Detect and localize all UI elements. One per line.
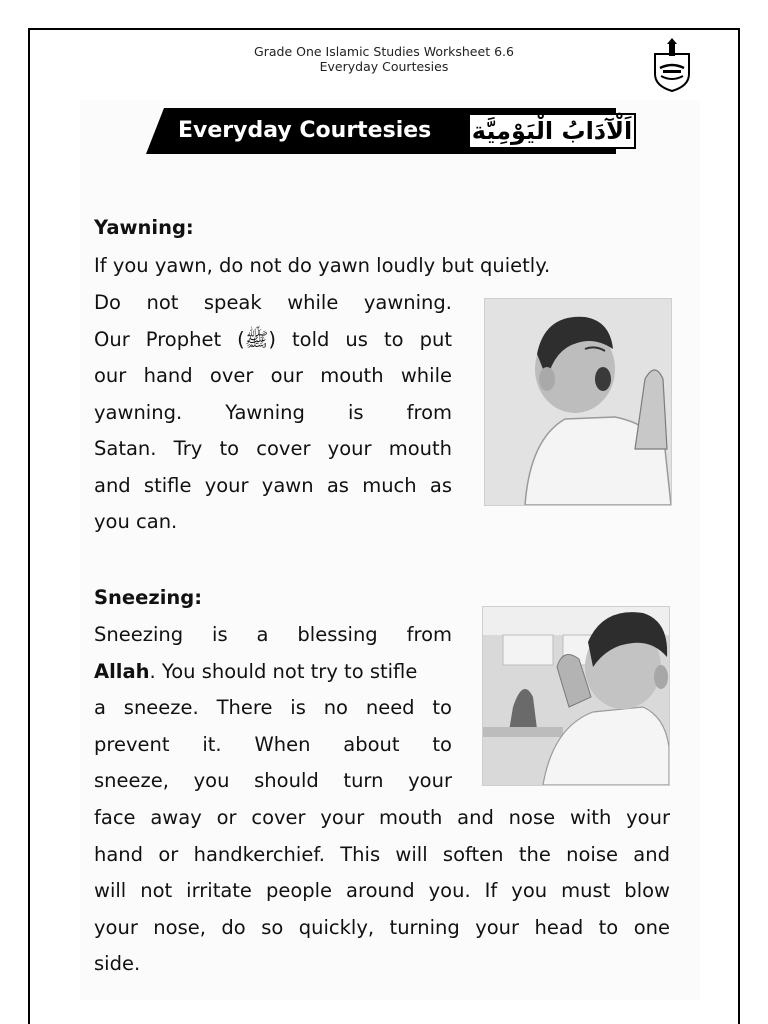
boy-yawning-photo [484, 298, 672, 506]
yawning-heading: Yawning: [94, 216, 194, 239]
worksheet-subtitle: Everyday Courtesies [319, 59, 449, 74]
yawning-paragraph [94, 285, 452, 541]
worksheet-title: Grade One Islamic Studies Worksheet 6.6 [254, 44, 514, 59]
sneezing-paragraph-bottom [94, 800, 670, 983]
allah-word: Allah [94, 659, 150, 683]
yawning-line: Satan. Try to cover your mouth [94, 437, 452, 460]
banner-title-english: Everyday Courtesies [178, 118, 432, 143]
sneezing-line: face away or cover your mouth and nose with your [94, 806, 670, 829]
yawning-line: Do not speak while yawning. [94, 291, 452, 314]
sneezing-line: hand or handkerchief. This will soften the noise and [94, 842, 670, 866]
sneezing-line: your nose, do so quickly, turning your head to one [94, 915, 670, 939]
sneezing-line: Sneezing is a blessing from [94, 623, 452, 646]
yawning-line: Our Prophet (ﷺ) told us to put [94, 327, 452, 351]
yawning-intro: If you yawn, do not do yawn loudly but quietly. [94, 254, 551, 277]
yawning-line: and stifle your yawn as much as [94, 473, 452, 497]
sneezing-line: will not irritate people around you. If you must blow [94, 879, 670, 902]
sneezing-line: a sneeze. There is no need to [94, 696, 452, 719]
yawning-line: yawning. Yawning is from [94, 400, 452, 424]
sneezing-line: Allah. You should not try to stifle [94, 659, 418, 683]
yawning-line: our hand over our mouth while [94, 364, 452, 387]
banner-title-arabic: اَلْآدَابُ الْيَوْمِيَّة [468, 113, 636, 149]
title-banner [146, 108, 642, 154]
sneezing-line: side. [94, 952, 141, 975]
sneezing-heading: Sneezing: [94, 586, 203, 609]
sneezing-line: sneeze, you should turn your [94, 769, 452, 792]
yawning-line: you can. [94, 510, 178, 533]
sneezing-paragraph-top [94, 617, 452, 800]
boy-sneezing-photo [482, 606, 670, 786]
school-emblem-icon [651, 38, 693, 92]
sneezing-line: prevent it. When about to [94, 732, 452, 756]
